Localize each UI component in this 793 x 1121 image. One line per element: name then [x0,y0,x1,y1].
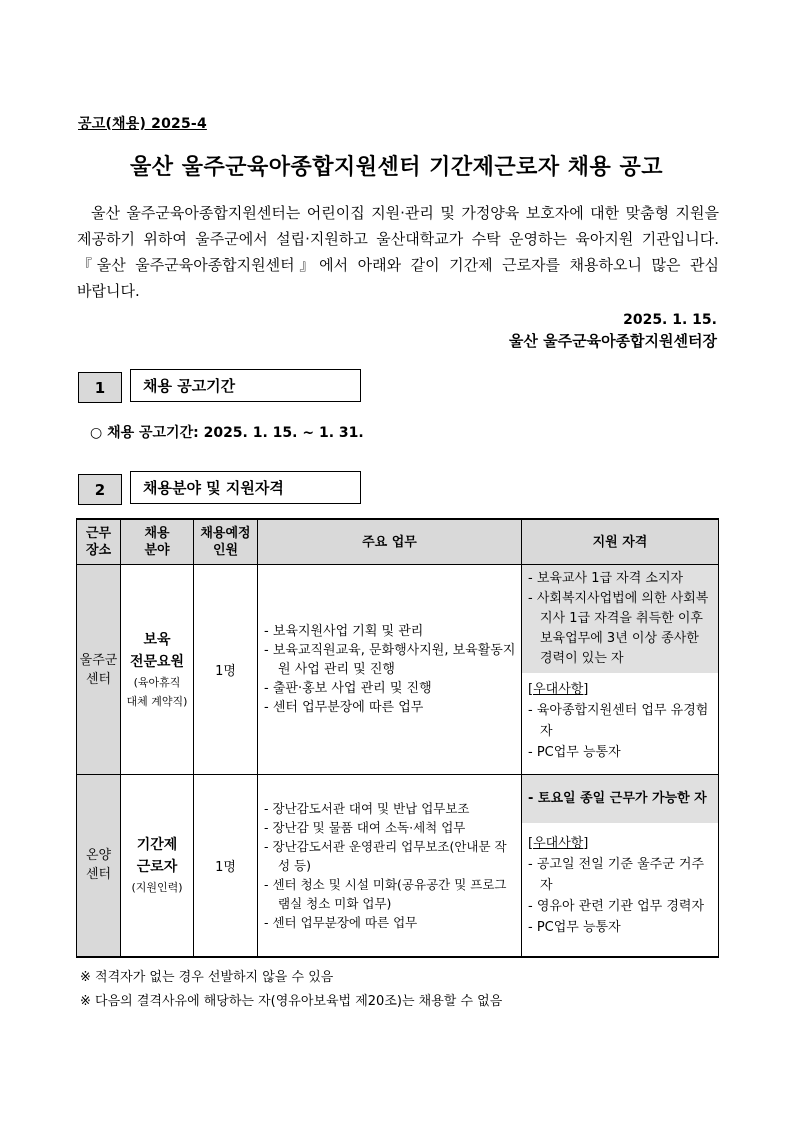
location-cell: 온양 센터 [77,775,121,957]
duty-item: - 장난감 및 물품 대여 소독·세척 업무 [264,819,466,835]
qualifications-cell [522,775,719,957]
qualifications-cell [522,565,719,775]
page-title: 울산 울주군육아종합지원센터 기간제근로자 채용 공고 [130,155,663,180]
qualification-item: - 보육교사 1급 자격 소지자 [528,571,684,586]
duty-item: - 장난감도서관 운영관리 업무보조(안내문 작성 등) [264,838,507,873]
section-1-title: 채용 공고기간 [130,369,361,402]
table-row [77,565,719,775]
field-subtitle: (지원인력) [131,880,183,894]
duty-item: - 센터 청소 및 시설 미화(공유공간 및 프로그램실 청소 미화 업무) [264,876,507,911]
duties-cell [258,775,522,957]
section-2-number: 2 [78,474,122,505]
duty-item: - 보육지원사업 기획 및 관리 [264,624,424,639]
preference-title: [우대사항] [528,836,589,851]
field-subtitle: (육아휴직 대체 계약직) [126,675,188,708]
preference-item: - 영유아 관련 기관 업무 경력자 [528,899,705,914]
recruitment-period: ○ 채용 공고기간: 2025. 1. 15. ~ 1. 31. [90,425,364,441]
table-header-row [77,519,719,565]
preference-title: [우대사항] [528,682,589,697]
qualification-item: - 사회복지사업법에 의한 사회복지사 1급 자격을 취득한 이후 보육업무에 3년 이상 종사한 경력이 있는 자 [528,591,709,666]
location-cell: 울주군 센터 [77,565,121,775]
note-1: ※ 적격자가 없는 경우 선발하지 않을 수 있음 [80,970,334,985]
field-cell [121,565,194,775]
duty-item: - 출판·홍보 사업 관리 및 진행 [264,681,432,696]
preference-item: - 공고일 전일 기준 울주군 거주자 [528,857,705,893]
count-cell: 1명 [194,775,258,957]
header-count: 채용예정 인원 [194,519,258,565]
notice-number: 공고(채용) 2025-4 [78,116,207,132]
section-1-number: 1 [78,372,122,403]
header-field: 채용 분야 [121,519,194,565]
duties-cell [258,565,522,775]
qualifications-main [522,565,718,673]
duty-item: - 센터 업무분장에 따른 업무 [264,914,418,930]
preferences-block [522,823,718,942]
preference-item: - PC업무 능통자 [528,745,621,760]
preference-item: - PC업무 능통자 [528,920,621,935]
duties-list [258,622,521,717]
section-2-title: 채용분야 및 지원자격 [130,471,361,504]
header-location: 근무 장소 [77,519,121,565]
field-name: 보육 전문요원 [129,631,185,670]
duty-item: - 보육교직원교육, 문화행사지원, 보육활동지원 사업 관리 및 진행 [264,643,516,677]
qualification-item: - 토요일 종일 근무가 가능한 자 [528,791,707,806]
count-cell: 1명 [194,565,258,775]
issuer: 울산 울주군육아종합지원센터장 [508,332,717,350]
preference-item: - 육아종합지원센터 업무 유경험자 [528,703,709,739]
header-qualifications: 지원 자격 [522,519,719,565]
field-cell [121,775,194,957]
recruitment-table [76,518,719,958]
duty-item: - 센터 업무분장에 따른 업무 [264,700,424,715]
field-name: 기간제 근로자 [136,836,178,875]
duty-item: - 장난감도서관 대여 및 반납 업무보조 [264,800,470,816]
intro-text: 울산 울주군육아종합지원센터는 어린이집 지원·관리 및 가정양육 보호자에 대한 맞춤형 지원을 제공하기 위하여 울주군에서 설립·지원하고 울산대학교가 수탁 운영하는 육아지원 기관입니다. 『울산 울주군육아종합지원센터』에서 아래와 같이 기간제 근로자를 채용하오니 많은 관심 바랍니다. [77,204,719,300]
notice-date: 2025. 1. 15. [623,312,717,328]
table-row [77,775,719,957]
intro-paragraph [77,200,719,304]
header-duties: 주요 업무 [258,519,522,565]
duties-list [258,799,521,932]
note-2: ※ 다음의 결격사유에 해당하는 자(영유아보육법 제20조)는 채용할 수 없음 [80,994,503,1009]
preferences-block [522,673,718,767]
qualifications-main [522,775,718,823]
